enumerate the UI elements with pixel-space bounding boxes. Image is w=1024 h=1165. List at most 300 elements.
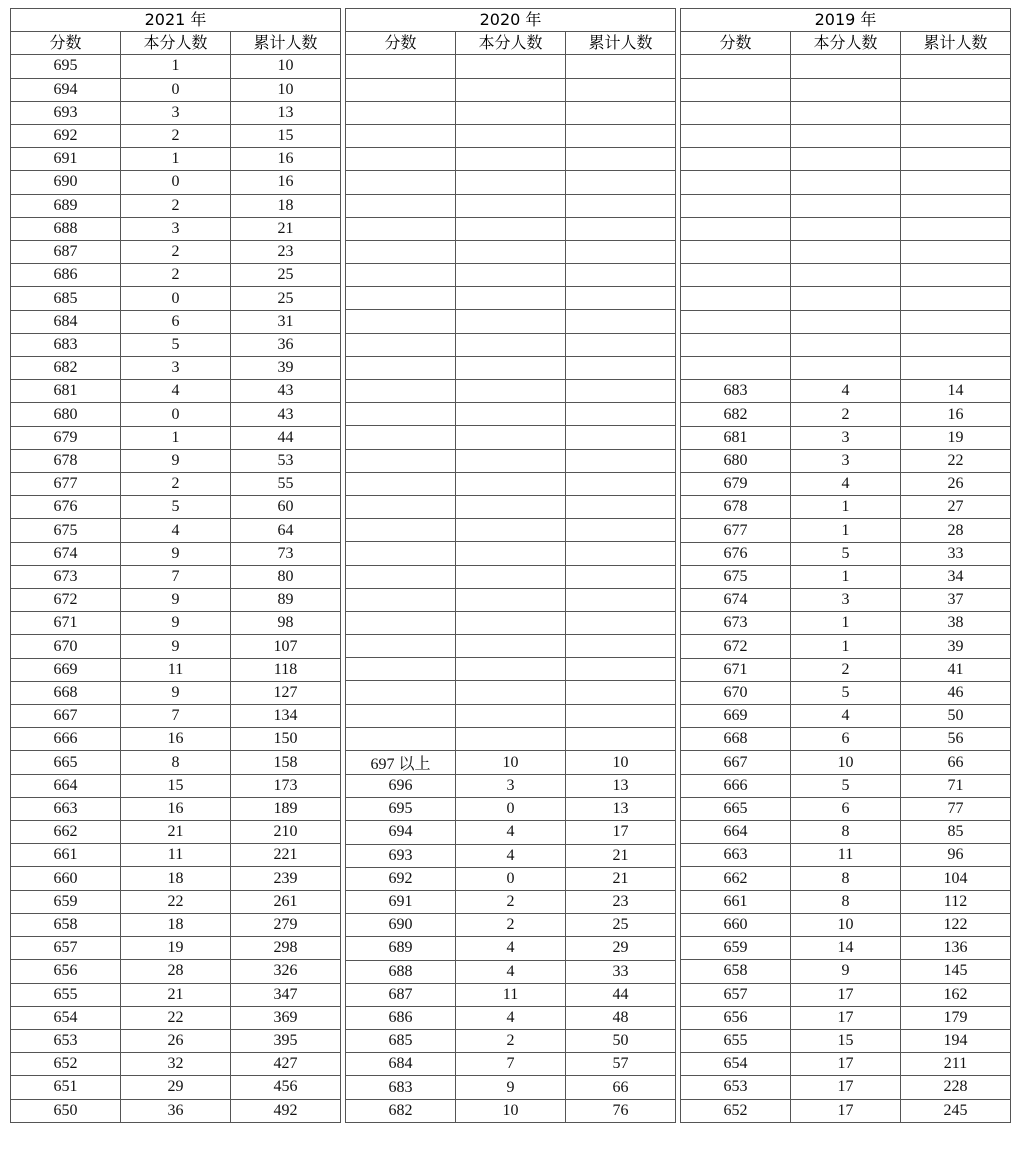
empty-row <box>681 78 1011 101</box>
year-table-2020 <box>345 8 676 1123</box>
table-row <box>11 148 341 171</box>
count-cell: 5 <box>791 681 901 704</box>
cumulative-cell: 71 <box>901 774 1011 797</box>
score-cell <box>681 78 791 101</box>
score-cell <box>346 333 456 356</box>
score-cell: 680 <box>11 403 121 426</box>
score-cell <box>346 519 456 542</box>
cumulative-cell: 37 <box>901 589 1011 612</box>
score-cell: 682 <box>681 403 791 426</box>
table-row <box>11 403 341 426</box>
score-cell: 690 <box>11 171 121 194</box>
score-cell: 689 <box>11 194 121 217</box>
cumulative-cell: 19 <box>901 426 1011 449</box>
cumulative-cell: 25 <box>231 264 341 287</box>
count-cell: 6 <box>121 310 231 333</box>
table-row <box>11 913 341 936</box>
score-cell: 667 <box>11 705 121 728</box>
count-cell: 9 <box>121 635 231 658</box>
cumulative-cell: 261 <box>231 890 341 913</box>
score-cell: 696 <box>346 775 456 798</box>
table-row <box>681 1076 1011 1099</box>
table-row <box>681 473 1011 496</box>
cumulative-cell <box>566 124 676 147</box>
score-cell: 654 <box>681 1053 791 1076</box>
cumulative-cell <box>566 495 676 518</box>
cumulative-cell: 44 <box>566 983 676 1006</box>
table-row <box>681 821 1011 844</box>
year-table-2019 <box>680 8 1011 1123</box>
table-row <box>11 449 341 472</box>
cumulative-cell: 77 <box>901 797 1011 820</box>
table-row <box>681 449 1011 472</box>
empty-row <box>681 55 1011 78</box>
empty-row <box>681 124 1011 147</box>
table-row <box>681 1099 1011 1122</box>
cumulative-cell <box>566 217 676 240</box>
cumulative-cell: 56 <box>901 728 1011 751</box>
count-cell: 8 <box>121 751 231 774</box>
table-row <box>681 635 1011 658</box>
count-cell: 36 <box>121 1099 231 1122</box>
score-cell <box>681 287 791 310</box>
empty-row <box>346 264 676 287</box>
empty-row <box>346 333 676 356</box>
score-cell <box>681 241 791 264</box>
table-row <box>681 681 1011 704</box>
table-row <box>681 380 1011 403</box>
empty-row <box>346 681 676 704</box>
table-row <box>11 751 341 774</box>
score-tables <box>10 8 1011 1123</box>
count-cell: 21 <box>121 983 231 1006</box>
cumulative-cell: 85 <box>901 821 1011 844</box>
count-cell <box>456 240 566 263</box>
cumulative-cell: 43 <box>231 403 341 426</box>
count-cell: 19 <box>121 937 231 960</box>
cumulative-cell: 279 <box>231 913 341 936</box>
score-cell <box>346 658 456 681</box>
cumulative-cell: 16 <box>901 403 1011 426</box>
score-cell: 657 <box>681 983 791 1006</box>
score-cell <box>346 704 456 727</box>
count-cell: 10 <box>791 913 901 936</box>
score-cell: 666 <box>681 774 791 797</box>
empty-row <box>346 380 676 403</box>
score-cell <box>346 380 456 403</box>
score-cell: 654 <box>11 1006 121 1029</box>
count-cell: 9 <box>121 681 231 704</box>
col-header-cumulative: 累计人数 <box>566 32 676 55</box>
score-cell: 674 <box>11 542 121 565</box>
table-row <box>11 426 341 449</box>
score-cell: 657 <box>11 937 121 960</box>
table-row <box>11 705 341 728</box>
table-row <box>681 844 1011 867</box>
cumulative-cell <box>901 241 1011 264</box>
count-cell: 16 <box>121 728 231 751</box>
count-cell <box>456 287 566 310</box>
score-cell <box>681 194 791 217</box>
count-cell: 2 <box>791 658 901 681</box>
count-cell: 4 <box>121 380 231 403</box>
score-cell: 663 <box>11 797 121 820</box>
count-cell: 28 <box>121 960 231 983</box>
table-row <box>346 1076 676 1099</box>
cumulative-cell: 14 <box>901 380 1011 403</box>
count-cell: 6 <box>791 728 901 751</box>
score-cell: 670 <box>11 635 121 658</box>
table-row <box>11 635 341 658</box>
score-cell <box>346 495 456 518</box>
score-cell <box>346 194 456 217</box>
table-row <box>346 983 676 1006</box>
count-cell: 2 <box>791 403 901 426</box>
score-cell: 661 <box>11 844 121 867</box>
score-cell <box>681 171 791 194</box>
cumulative-cell: 347 <box>231 983 341 1006</box>
count-cell: 17 <box>791 1076 901 1099</box>
cumulative-cell: 57 <box>566 1053 676 1076</box>
table-row <box>346 1030 676 1053</box>
table-row <box>681 589 1011 612</box>
count-cell: 1 <box>121 148 231 171</box>
score-cell: 673 <box>11 565 121 588</box>
cumulative-cell: 21 <box>566 844 676 867</box>
count-cell: 0 <box>121 78 231 101</box>
empty-row <box>681 264 1011 287</box>
score-cell: 652 <box>681 1099 791 1122</box>
count-cell: 0 <box>456 867 566 890</box>
score-cell: 655 <box>11 983 121 1006</box>
table-row <box>11 171 341 194</box>
score-cell: 675 <box>11 519 121 542</box>
col-header-count: 本分人数 <box>456 32 566 55</box>
count-cell: 0 <box>121 171 231 194</box>
count-cell: 22 <box>121 890 231 913</box>
count-cell: 1 <box>121 426 231 449</box>
table-row <box>11 1076 341 1099</box>
score-cell: 678 <box>11 449 121 472</box>
count-cell: 16 <box>121 797 231 820</box>
score-cell: 685 <box>346 1030 456 1053</box>
score-cell <box>681 357 791 380</box>
count-cell: 22 <box>121 1006 231 1029</box>
table-row <box>11 681 341 704</box>
count-cell: 3 <box>121 101 231 124</box>
table-row <box>681 426 1011 449</box>
cumulative-cell: 239 <box>231 867 341 890</box>
score-cell: 687 <box>346 983 456 1006</box>
score-cell: 672 <box>11 589 121 612</box>
count-cell <box>456 495 566 518</box>
count-cell: 17 <box>791 1053 901 1076</box>
count-cell <box>456 194 566 217</box>
table-row <box>11 519 341 542</box>
score-cell <box>346 55 456 78</box>
count-cell <box>456 124 566 147</box>
cumulative-cell: 10 <box>231 78 341 101</box>
count-cell: 26 <box>121 1029 231 1052</box>
cumulative-cell: 38 <box>901 612 1011 635</box>
cumulative-cell <box>566 449 676 472</box>
cumulative-cell: 48 <box>566 1006 676 1029</box>
score-cell: 661 <box>681 890 791 913</box>
count-cell <box>456 264 566 287</box>
cumulative-cell: 228 <box>901 1076 1011 1099</box>
cumulative-cell: 29 <box>566 937 676 960</box>
empty-row <box>681 287 1011 310</box>
count-cell: 8 <box>791 867 901 890</box>
col-header-score: 分数 <box>11 32 121 55</box>
table-row <box>346 890 676 913</box>
count-cell <box>791 241 901 264</box>
count-cell: 14 <box>791 937 901 960</box>
table-row <box>11 264 341 287</box>
count-cell <box>791 287 901 310</box>
count-cell: 10 <box>456 751 566 775</box>
score-cell <box>346 124 456 147</box>
empty-row <box>346 542 676 565</box>
cumulative-cell: 13 <box>566 775 676 798</box>
empty-row <box>346 704 676 727</box>
col-header-score: 分数 <box>681 32 791 55</box>
count-cell: 9 <box>791 960 901 983</box>
cumulative-cell: 118 <box>231 658 341 681</box>
score-cell: 686 <box>11 264 121 287</box>
cumulative-cell <box>566 727 676 750</box>
table-row <box>346 798 676 821</box>
score-cell: 678 <box>681 496 791 519</box>
count-cell <box>791 148 901 171</box>
empty-row <box>681 333 1011 356</box>
cumulative-cell: 28 <box>901 519 1011 542</box>
cumulative-cell: 43 <box>231 380 341 403</box>
score-cell: 665 <box>11 751 121 774</box>
score-cell <box>681 124 791 147</box>
count-cell: 7 <box>121 705 231 728</box>
count-cell: 3 <box>791 449 901 472</box>
score-cell: 677 <box>681 519 791 542</box>
cumulative-cell: 23 <box>231 241 341 264</box>
empty-row <box>681 171 1011 194</box>
table-row <box>11 937 341 960</box>
score-cell: 662 <box>681 867 791 890</box>
count-cell: 3 <box>121 357 231 380</box>
table-row <box>681 960 1011 983</box>
score-cell: 675 <box>681 565 791 588</box>
cumulative-cell: 98 <box>231 612 341 635</box>
cumulative-cell: 122 <box>901 913 1011 936</box>
cumulative-cell: 73 <box>231 542 341 565</box>
count-cell <box>456 449 566 472</box>
score-cell: 667 <box>681 751 791 774</box>
count-cell <box>456 542 566 565</box>
count-cell: 10 <box>791 751 901 774</box>
cumulative-cell: 145 <box>901 960 1011 983</box>
count-cell: 1 <box>121 55 231 78</box>
score-cell <box>346 310 456 333</box>
empty-row <box>346 658 676 681</box>
count-cell: 2 <box>121 473 231 496</box>
score-cell: 692 <box>346 867 456 890</box>
table-row <box>11 797 341 820</box>
table-row <box>11 101 341 124</box>
empty-row <box>346 287 676 310</box>
cumulative-cell: 173 <box>231 774 341 797</box>
table-row <box>681 612 1011 635</box>
cumulative-cell <box>566 310 676 333</box>
col-header-count: 本分人数 <box>121 32 231 55</box>
cumulative-cell: 27 <box>901 496 1011 519</box>
count-cell <box>456 704 566 727</box>
cumulative-cell: 395 <box>231 1029 341 1052</box>
cumulative-cell: 31 <box>231 310 341 333</box>
year-title: 2020 年 <box>346 9 676 32</box>
score-cell: 658 <box>681 960 791 983</box>
cumulative-cell: 60 <box>231 496 341 519</box>
cumulative-cell: 21 <box>231 217 341 240</box>
cumulative-cell: 26 <box>901 473 1011 496</box>
table-row <box>11 194 341 217</box>
score-cell <box>346 264 456 287</box>
cumulative-cell: 150 <box>231 728 341 751</box>
score-cell: 664 <box>11 774 121 797</box>
score-cell: 688 <box>346 960 456 983</box>
year-title: 2019 年 <box>681 9 1011 32</box>
score-cell: 694 <box>11 78 121 101</box>
cumulative-cell: 80 <box>231 565 341 588</box>
score-cell: 655 <box>681 1029 791 1052</box>
table-row <box>346 867 676 890</box>
score-cell <box>346 240 456 263</box>
count-cell: 5 <box>121 333 231 356</box>
score-cell <box>346 78 456 101</box>
cumulative-cell <box>566 148 676 171</box>
table-row <box>681 867 1011 890</box>
score-cell: 653 <box>11 1029 121 1052</box>
score-cell: 697 以上 <box>346 751 456 775</box>
score-cell <box>346 611 456 634</box>
empty-row <box>681 357 1011 380</box>
count-cell: 0 <box>121 403 231 426</box>
cumulative-cell: 10 <box>231 55 341 78</box>
cumulative-cell: 107 <box>231 635 341 658</box>
table-row <box>346 844 676 867</box>
table-row <box>11 1099 341 1122</box>
empty-row <box>346 426 676 449</box>
count-cell <box>791 171 901 194</box>
count-cell: 1 <box>791 496 901 519</box>
cumulative-cell: 50 <box>901 705 1011 728</box>
score-cell: 672 <box>681 635 791 658</box>
score-cell: 674 <box>681 589 791 612</box>
score-cell: 684 <box>11 310 121 333</box>
table-row <box>681 542 1011 565</box>
count-cell: 8 <box>791 890 901 913</box>
count-cell <box>456 565 566 588</box>
table-row <box>11 542 341 565</box>
cumulative-cell <box>566 287 676 310</box>
table-row <box>11 1029 341 1052</box>
count-cell: 29 <box>121 1076 231 1099</box>
count-cell: 32 <box>121 1053 231 1076</box>
cumulative-cell: 36 <box>231 333 341 356</box>
cumulative-cell: 221 <box>231 844 341 867</box>
count-cell <box>791 264 901 287</box>
cumulative-cell <box>566 356 676 379</box>
score-cell: 656 <box>11 960 121 983</box>
table-row <box>346 937 676 960</box>
score-cell: 670 <box>681 681 791 704</box>
score-cell: 694 <box>346 821 456 844</box>
cumulative-cell: 369 <box>231 1006 341 1029</box>
cumulative-cell: 134 <box>231 705 341 728</box>
cumulative-cell: 16 <box>231 148 341 171</box>
count-cell: 1 <box>791 635 901 658</box>
count-cell: 4 <box>456 1006 566 1029</box>
cumulative-cell <box>901 148 1011 171</box>
score-cell: 673 <box>681 612 791 635</box>
count-cell <box>456 519 566 542</box>
cumulative-cell: 127 <box>231 681 341 704</box>
table-row <box>346 1053 676 1076</box>
table-row <box>346 914 676 937</box>
count-cell: 9 <box>456 1076 566 1099</box>
table-row <box>11 78 341 101</box>
score-cell: 685 <box>11 287 121 310</box>
count-cell <box>456 681 566 704</box>
score-cell <box>346 217 456 240</box>
cumulative-cell: 16 <box>231 171 341 194</box>
score-cell: 668 <box>681 728 791 751</box>
cumulative-cell <box>566 635 676 658</box>
score-cell: 679 <box>681 473 791 496</box>
table-row <box>681 403 1011 426</box>
cumulative-cell: 55 <box>231 473 341 496</box>
score-cell: 671 <box>681 658 791 681</box>
cumulative-cell: 492 <box>231 1099 341 1122</box>
table-row <box>11 473 341 496</box>
count-cell: 21 <box>121 821 231 844</box>
cumulative-cell: 17 <box>566 821 676 844</box>
count-cell: 17 <box>791 1099 901 1122</box>
cumulative-cell: 189 <box>231 797 341 820</box>
empty-row <box>346 148 676 171</box>
score-cell: 686 <box>346 1006 456 1029</box>
count-cell: 1 <box>791 565 901 588</box>
count-cell <box>456 380 566 403</box>
score-cell: 690 <box>346 914 456 937</box>
score-cell <box>681 217 791 240</box>
empty-row <box>346 78 676 101</box>
cumulative-cell <box>566 611 676 634</box>
empty-row <box>681 148 1011 171</box>
count-cell: 17 <box>791 983 901 1006</box>
score-cell: 659 <box>681 937 791 960</box>
empty-row <box>346 727 676 750</box>
count-cell: 9 <box>121 542 231 565</box>
table-row <box>346 775 676 798</box>
count-cell: 11 <box>121 844 231 867</box>
score-cell <box>681 310 791 333</box>
score-cell <box>346 681 456 704</box>
score-cell: 662 <box>11 821 121 844</box>
table-row <box>681 565 1011 588</box>
score-cell: 691 <box>11 148 121 171</box>
score-cell <box>681 333 791 356</box>
empty-row <box>681 241 1011 264</box>
